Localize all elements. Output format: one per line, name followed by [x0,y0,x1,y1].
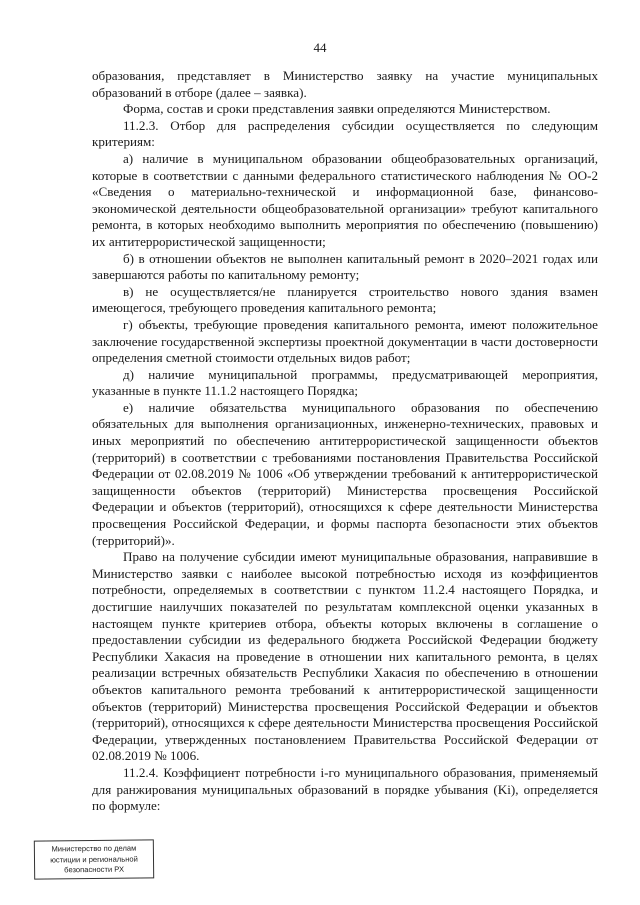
criterion-d: д) наличие муниципальной программы, предусматривающей мероприятия, указанные в пункте 11.1.2 настоящего Порядка; [92,366,598,399]
criterion-a: а) наличие в муниципальном образовании общеобразовательных организаций, которые в соответствии с данными федерального статистического наблюдения № ОО-2 «Сведения о материально-технической и информационной базе, финансово-экономической деятельности общеобразовательной организации» требуют капитального ремонта, в которых необходимо выполнить мероприятия по обеспечению (повышению) их антитеррористической защищенности; [92,150,598,249]
stamp-line: безопасности РХ [64,864,125,875]
page-number: 44 [313,40,327,55]
criterion-e: е) наличие обязательства муниципального образования по обеспечению обязательных для выполнения организационных, инженерно-технических, правовых и иных мероприятий по обеспечению антитеррористической защищенности объектов (территорий) в соответствии с требованиями постановления Правительства Российской Федерации от 02.08.2019 № 1006 «Об утверждении требований к антитеррористической защищенности объектов (территорий) Министерства просвещения Российской Федерации и объектов (территорий), относящихся к сфере деятельности Министерства просвещения Российской Федерации, и формы паспорта безопасности этих объектов (территорий)». [92,399,598,548]
stamp-line: Министерство по делам [51,843,137,854]
criterion-g: г) объекты, требующие проведения капитального ремонта, имеют положительное заключение государственной экспертизы проектной документации в части достоверности определения сметной стоимости отдельных видов работ; [92,316,598,366]
stamp-line: юстиции и региональной [50,854,138,864]
paragraph: 11.2.4. Коэффициент потребности i-го муниципального образования, применяемый для ранжирования муниципальных образований в порядке убывания (Ki), определяется по формуле: [92,764,598,814]
ministry-stamp [34,839,154,879]
paragraph: 11.2.3. Отбор для распределения субсидии осуществляется по следующим критериям: [92,117,598,150]
paragraph: Форма, состав и сроки представления заявки определяются Министерством. [123,101,551,117]
criterion-v: в) не осуществляется/не планируется строительство нового здания взамен имеющегося, требующего проведения капитального ремонта; [92,283,598,316]
paragraph: образования, представляет в Министерство заявку на участие муниципальных образований в отборе (далее – заявка). [92,68,598,100]
criterion-b: б) в отношении объектов не выполнен капитальный ремонт в 2020–2021 годах или завершаются работы по капитальному ремонту; [92,250,598,283]
paragraph: Право на получение субсидии имеют муниципальные образования, направившие в Министерство заявки с наиболее высокой потребностью исходя из коэффициентов потребности, определяемых в соответствии с пунктом 11.2.4 настоящего Порядка, и достигшие наилучших показателей по результатам комплексной оценки указанных в настоящем пункте критериев отбора, объекты которых включены в соглашение о предоставлении субсидии из федерального бюджета Российской Федерации бюджету Республики Хакасия на проведение в отношении них капитального ремонта, в целях реализации встречных обязательств Республики Хакасия по обеспечению в отношении объектов капитального ремонта требований к антитеррористической защищенности объектов (территорий) Министерства просвещения Российской Федерации и объектов (территорий), относящихся к сфере деятельности Министерства просвещения Российской Федерации, утвержденных постановлением Правительства Российской Федерации от 02.08.2019 № 1006. [92,549,598,764]
document-body [92,68,598,815]
